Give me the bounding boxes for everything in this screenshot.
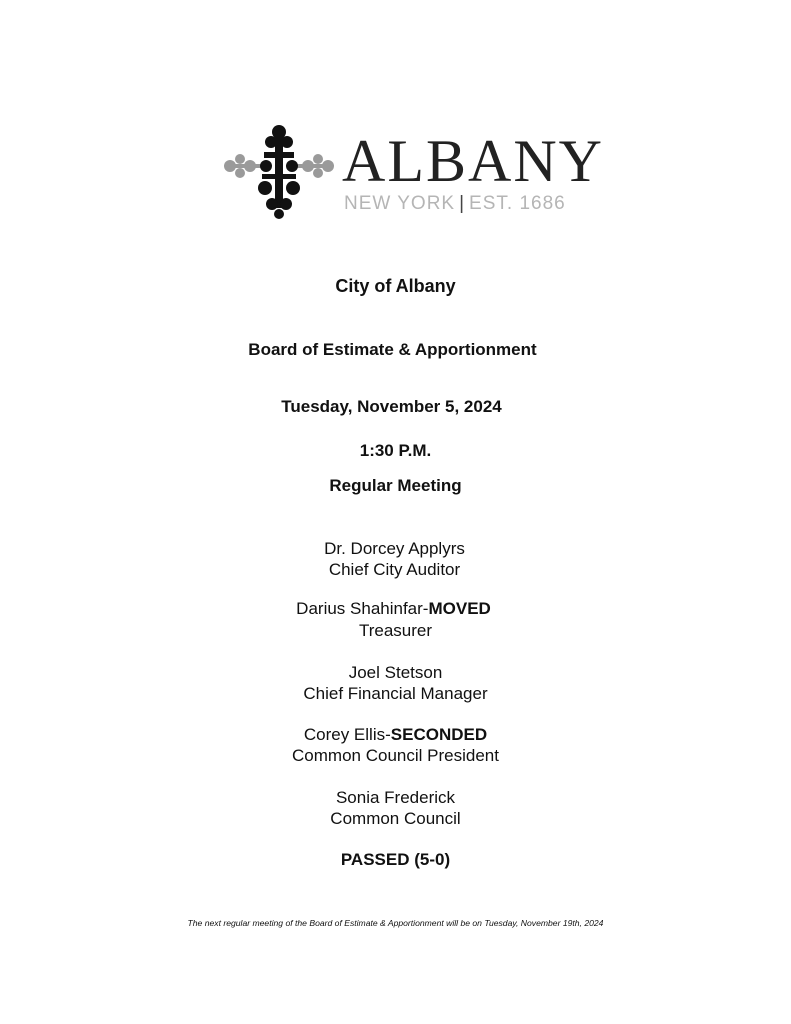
member-title: Treasurer xyxy=(358,621,433,640)
logo-tagline-divider: | xyxy=(459,193,466,214)
member-name-with-action: Corey Ellis-SECONDED xyxy=(303,725,488,744)
member-title: Chief City Auditor xyxy=(328,560,461,579)
albany-logo xyxy=(220,122,604,222)
meeting-date: Tuesday, November 5, 2024 xyxy=(281,397,502,416)
member-action: MOVED xyxy=(428,599,491,618)
member-name-with-action: Darius Shahinfar-MOVED xyxy=(296,599,491,618)
member-name: Sonia Frederick xyxy=(335,788,456,807)
board-title: Board of Estimate & Apportionment xyxy=(248,340,537,359)
member-action: SECONDED xyxy=(390,725,488,744)
logo-wordmark: ALBANY xyxy=(342,128,604,194)
vote-result: PASSED (5-0) xyxy=(340,850,451,869)
meeting-time: 1:30 P.M. xyxy=(359,441,432,460)
member-title: Common Council President xyxy=(292,746,499,765)
logo-tagline xyxy=(344,194,566,213)
member-title: Common Council xyxy=(330,809,461,828)
member-title: Chief Financial Manager xyxy=(303,684,488,703)
member-name: Darius Shahinfar xyxy=(296,599,423,618)
member-name: Joel Stetson xyxy=(348,663,443,682)
member-name: Corey Ellis xyxy=(303,725,386,744)
logo-tagline-established: EST. 1686 xyxy=(469,193,566,214)
meeting-type: Regular Meeting xyxy=(329,476,462,495)
city-title: City of Albany xyxy=(335,276,456,296)
albany-emblem-icon xyxy=(220,122,338,222)
logo-tagline-location: NEW YORK xyxy=(344,193,456,214)
next-meeting-note: The next regular meeting of the Board of Estimate & Apportionment will be on Tuesday, November 19th, 2024 xyxy=(187,918,604,928)
member-name: Dr. Dorcey Applyrs xyxy=(324,539,465,558)
